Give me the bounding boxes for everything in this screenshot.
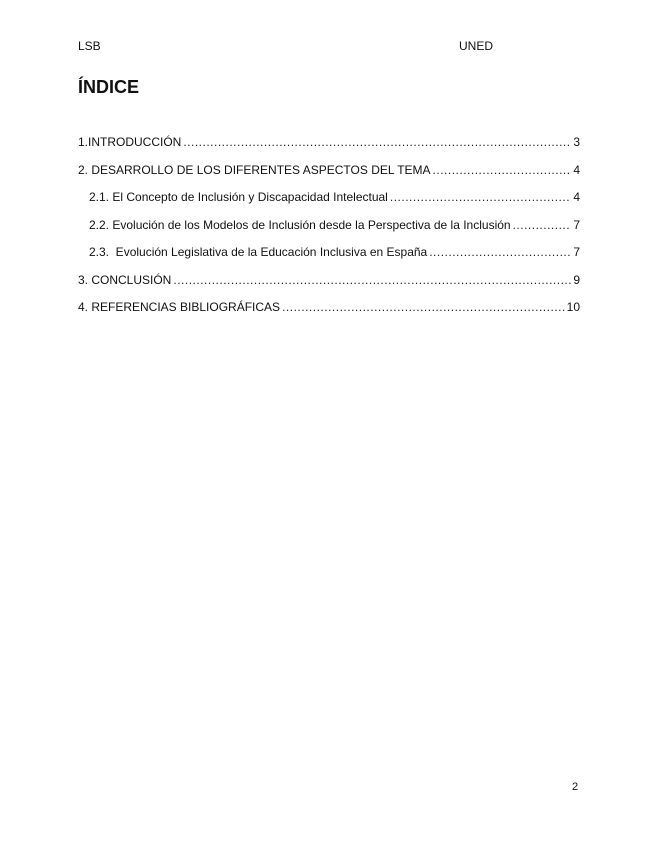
toc-dot-leader [433,163,572,177]
toc-entry-conclusion[interactable] [78,273,580,301]
page-number: 2 [572,781,579,793]
toc-entry-page: 7 [573,217,580,232]
toc-entry-evolucion-modelos[interactable] [78,218,580,246]
toc-entry-page: 10 [566,300,580,314]
toc-entry-label: 3. CONCLUSIÓN [78,272,172,287]
toc-entry-label: 2.3. Evolución Legislativa de la Educación Inclusiva en España [89,245,428,259]
toc-entry-referencias[interactable] [78,300,580,328]
header-right-text: UNED [459,39,494,53]
toc-entry-desarrollo[interactable] [78,163,580,191]
toc-entry-introduccion[interactable] [78,135,580,163]
toc-entry-label: 2.2. Evolución de los Modelos de Inclusión desde la Perspectiva de la Inclusión [89,217,511,232]
page-title: ÍNDICE [78,77,140,97]
toc-entry-page: 4 [573,162,580,177]
toc-entry-page: 3 [573,135,580,149]
toc-entry-concepto-inclusion[interactable] [78,190,580,218]
toc-entry-label: 1.INTRODUCCIÓN [78,135,182,149]
toc-entry-page: 7 [573,245,580,259]
toc-entry-label: 2.1. El Concepto de Inclusión y Discapacidad Intelectual [89,190,388,204]
toc-dot-leader [173,273,571,287]
toc-dot-leader [513,218,572,232]
toc-dot-leader [183,135,571,149]
toc-entry-page: 4 [573,190,580,204]
toc-entry-label: 2. DESARROLLO DE LOS DIFERENTES ASPECTOS DEL TEMA [78,162,431,177]
toc-entry-evolucion-legislativa[interactable] [78,245,580,273]
table-of-contents [78,135,580,328]
toc-entry-label: 4. REFERENCIAS BIBLIOGRÁFICAS [78,300,281,314]
toc-dot-leader [282,300,565,314]
header-left-text: LSB [78,39,101,53]
toc-dot-leader [429,245,571,259]
toc-entry-page: 9 [573,272,580,287]
toc-dot-leader [390,190,571,204]
